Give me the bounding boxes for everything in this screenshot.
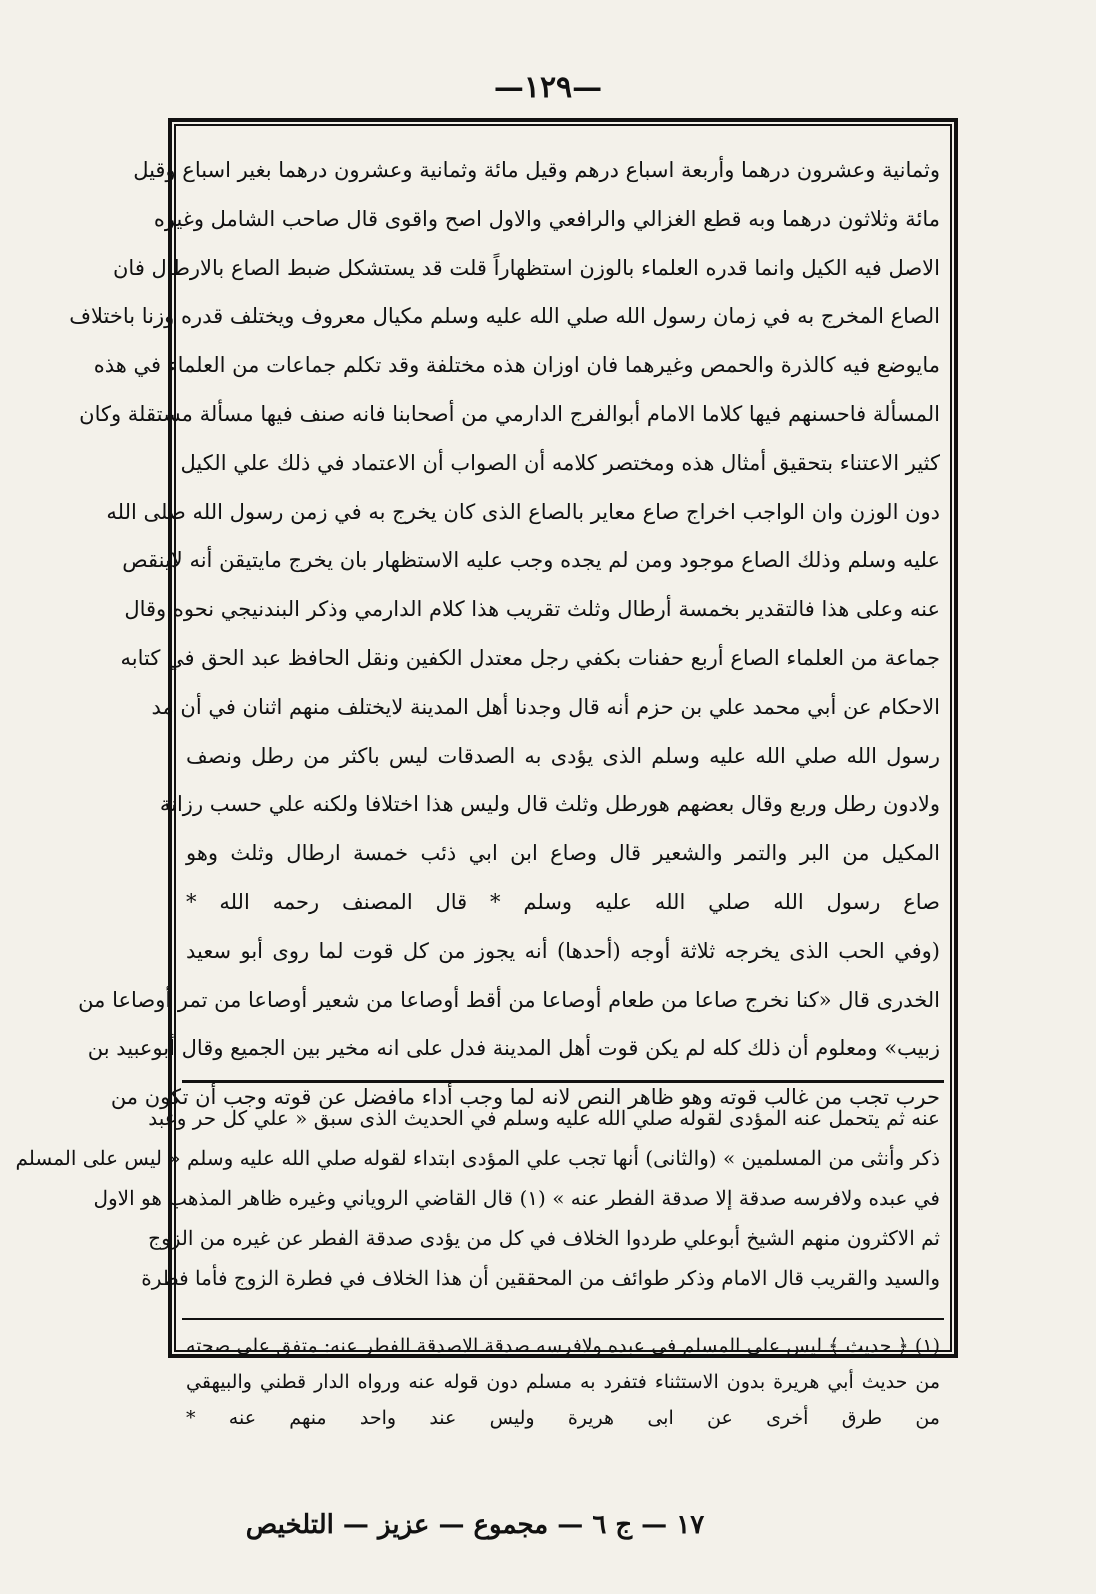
footnote-line: (١) ﴿ حديث ﴾ ليس على المسلم في عبده ولافرسه صدقة الاصدقة الفطر عنه: متفق على صحته	[186, 1335, 940, 1357]
main-text-line: وثمانية وعشرون درهما وأربعة اسباع درهم وقيل مائة وثمانية وعشرون درهما بغير اسباع وقيل	[133, 158, 940, 182]
footnote-line: من طرق أخرى عن ابى هريرة وليس عند واحد منهم عنه *	[186, 1407, 940, 1429]
main-text-line: جماعة من العلماء الصاع أربع حفنات بكفي رجل معتدل الكفين ونقل الحافظ عبد الحق في كتابه	[120, 645, 940, 670]
commentary-line: عنه ثم يتحمل عنه المؤدى لقوله صلي الله عليه وسلم في الحديث الذى سبق « علي كل حر وعبد	[148, 1106, 940, 1130]
main-text-line: عليه وسلم وذلك الصاع موجود ومن لم يجده وجب عليه الاستظهار بان يخرج مايتيقن أنه لاينقص	[122, 548, 940, 573]
section-divider	[182, 1080, 944, 1083]
main-text-line: حرب تجب من غالب قوته وهو ظاهر النص لانه لما وجب أداء مافضل عن قوته وجب أن تكون من	[110, 1085, 940, 1110]
main-text-line: ولادون رطل وربع وقال بعضهم هورطل وثلث قال وليس هذا اختلافا ولكنه علي حسب رزانة	[159, 792, 940, 817]
main-text-line: (وفي الحب الذى يخرجه ثلاثة أوجه (أحدها) أنه يجوز من كل قوت لما روى أبو سعيد	[186, 938, 940, 963]
main-text-line: دون الوزن وان الواجب اخراج صاع معاير بالصاع الذى كان يخرج به في زمن رسول الله صلى الله	[106, 499, 940, 524]
main-text-line: مائة وثلاثون درهما وبه قطع الغزالي والرافعي والاول اصح واقوى قال صاحب الشامل وغيره	[153, 206, 940, 231]
main-text-line: مايوضع فيه كالذرة والحمص وغيرهما فان اوزان هذه مختلفة وقد تكلم جماعات من العلماء في هذه	[93, 353, 940, 378]
commentary-line: والسيد والقريب قال الامام وذكر طوائف من المحققين أن هذا الخلاف في فطرة الزوج فأما فطرة	[141, 1266, 940, 1290]
commentary-block	[15, 1098, 954, 1310]
footnote-line: من حديث أبي هريرة بدون الاستثناء فتفرد به مسلم دون قوله عنه ورواه الدار قطني والبيهقي	[186, 1371, 940, 1393]
main-text-line: المكيل من البر والتمر والشعير قال وصاع ابن ابي ذئب خمسة ارطال وثلث وهو	[186, 841, 940, 866]
running-footer: ١٧ — ج ٦ — مجموع — عزيز — التلخيص	[245, 1510, 705, 1540]
main-text-line: الاحكام عن أبي محمد علي بن حزم أنه قال وجدنا أهل المدينة لايختلف منهم اثنان في أن مد	[151, 694, 940, 719]
main-text-line: رسول الله صلي الله عليه وسلم الذى يؤدى به الصدقات ليس باكثر من رطل ونصف	[186, 743, 940, 768]
commentary-line: في عبده ولافرسه صدقة إلا صدقة الفطر عنه » (١) قال القاضي الروياني وغيره ظاهر المذهب هو الاول	[93, 1186, 940, 1210]
main-text-line: زبيب» ومعلوم أن ذلك كله لم يكن قوت أهل المدينة فدل على انه مخير بين الجميع وقال أبوعبيد بن	[87, 1036, 940, 1061]
page-number: —١٢٩—	[493, 70, 603, 105]
main-text-line: صاع رسول الله صلي الله عليه وسلم * قال المصنف رحمه الله *	[186, 889, 940, 914]
main-text-line: عنه وعلى هذا فالتقدير بخمسة أرطال وثلث تقريب هذا كلام الدارمي وذكر البندنيجي نحوه وقال	[124, 597, 940, 622]
footnote-divider	[182, 1318, 944, 1320]
footnote-block	[172, 1328, 954, 1448]
main-text-line: كثير الاعتناء بتحقيق أمثال هذه ومختصر كلامه أن الصواب أن الاعتماد في ذلك علي الكيل	[180, 450, 940, 475]
main-text-line: المسألة فاحسنهم فيها كلاما الامام أبوالفرج الدارمي من أصحابنا فانه صنف فيها مسألة مستقلة وكان	[79, 401, 940, 426]
commentary-line: ذكر وأنثى من المسلمين » (والثانى) أنها تجب علي المؤدى ابتداء لقوله صلي الله عليه وسلم « ليس على المسلم	[15, 1146, 940, 1170]
main-text-line: الاصل فيه الكيل وانما قدره العلماء بالوزن استظهاراً قلت قد يستشكل ضبط الصاع بالارطال فان	[113, 255, 940, 280]
page-frame	[15, 118, 958, 1429]
commentary-line: ثم الاكثرون منهم الشيخ أبوعلي طردوا الخلاف في كل من يؤدى صدقة الفطر عن غيره من الزوج	[148, 1226, 940, 1250]
main-text-line: الصاع المخرج به في زمان رسول الله صلي الله عليه وسلم مكيال معروف ويختلف قدره وزنا باختلاف	[69, 304, 940, 329]
main-text-block	[69, 146, 954, 1110]
main-text-line: الخدرى قال «كنا نخرج صاعا من طعام أوصاعا من أقط أوصاعا من شعير أوصاعا من تمر أوصاعا من	[78, 987, 940, 1012]
